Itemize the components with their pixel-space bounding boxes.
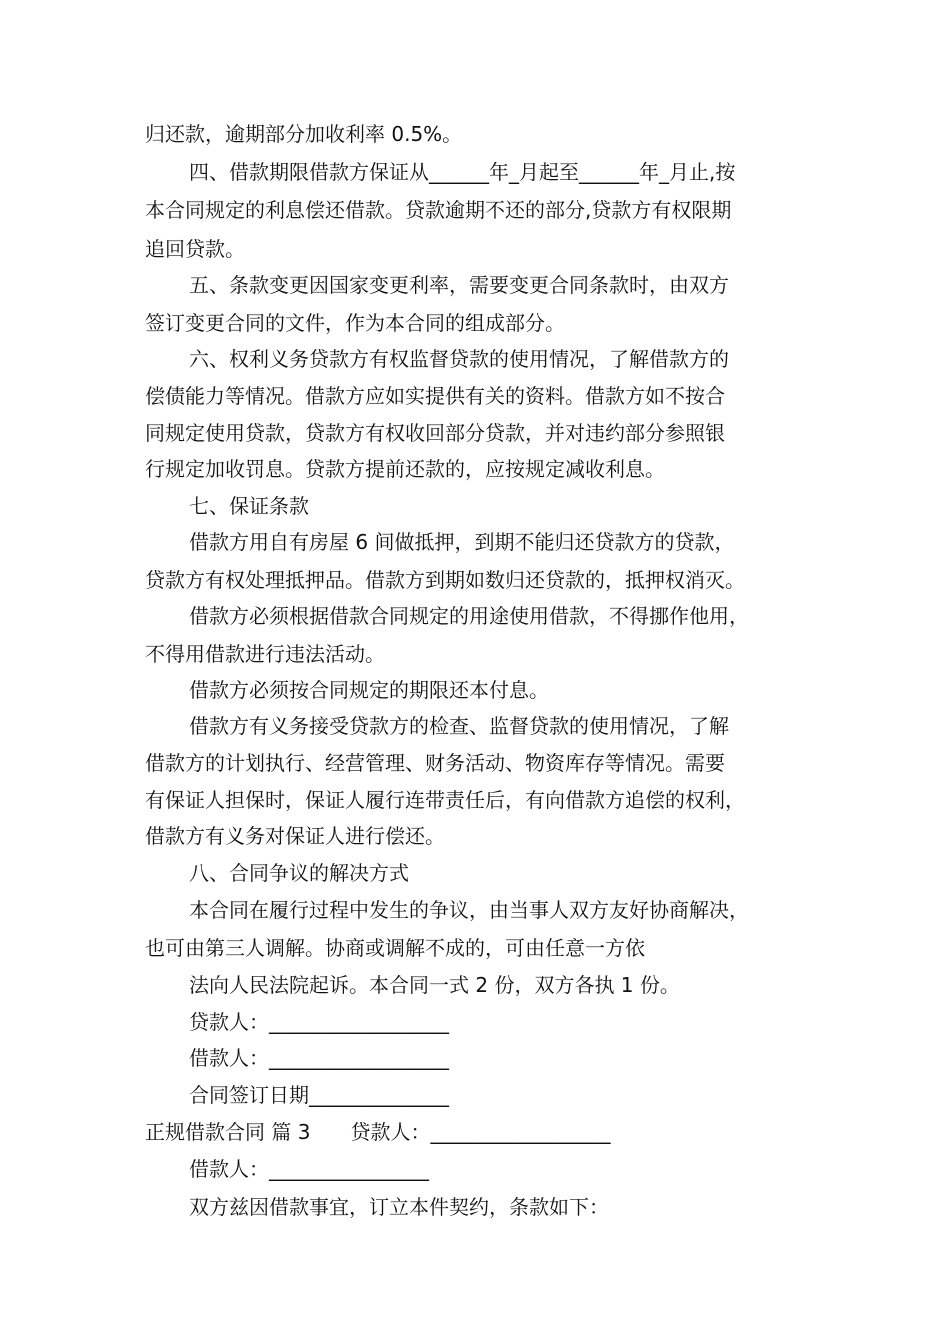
text-line: 双方兹因借款事宜，订立本件契约，条款如下： bbox=[189, 1195, 609, 1219]
text-line: 本合同在履行过程中发生的争议，由当事人双方友好协商解决， bbox=[189, 898, 749, 922]
text-line: 借款方有义务接受贷款方的检查、监督贷款的使用情况，了解 bbox=[189, 714, 729, 738]
text-line: 借款方的计划执行、经营管理、财务活动、物资库存等情况。需要 bbox=[145, 751, 725, 775]
signature-borrower: 借款人：__________________ bbox=[189, 1046, 449, 1070]
text-line: 借款方必须根据借款合同规定的用途使用借款，不得挪作他用， bbox=[189, 604, 749, 628]
text-line: 归还款，逾期部分加收利率 0.5%。 bbox=[145, 122, 463, 146]
signature-lender: 贷款人：__________________ bbox=[189, 1010, 449, 1034]
text-line: 借款方有义务对保证人进行偿还。 bbox=[145, 824, 445, 848]
section-heading-contract-3: 正规借款合同 篇 3 贷款人：__________________ bbox=[145, 1120, 611, 1144]
text-line: 八、合同争议的解决方式 bbox=[189, 861, 409, 885]
text-line: 不得用借款进行违法活动。 bbox=[145, 642, 385, 666]
text-line: 贷款方有权处理抵押品。借款方到期如数归还贷款的，抵押权消灭。 bbox=[145, 568, 745, 592]
text-line: 行规定加收罚息。贷款方提前还款的，应按规定减收利息。 bbox=[145, 457, 665, 481]
text-line: 偿债能力等情况。借款方应如实提供有关的资料。借款方如不按合 bbox=[145, 384, 725, 408]
text-line: 五、条款变更因国家变更利率，需要变更合同条款时，由双方 bbox=[189, 273, 729, 297]
text-line: 四、借款期限借款方保证从______年_月起至______年_月止,按 bbox=[189, 160, 736, 184]
text-line: 借款方必须按合同规定的期限还本付息。 bbox=[189, 678, 549, 702]
signing-date: 合同签订日期______________ bbox=[189, 1083, 449, 1107]
signature-borrower-2: 借款人：________________ bbox=[189, 1157, 429, 1181]
text-line: 签订变更合同的文件，作为本合同的组成部分。 bbox=[145, 311, 565, 335]
text-line: 法向人民法院起诉。本合同一式 2 份，双方各执 1 份。 bbox=[189, 973, 680, 997]
text-line: 本合同规定的利息偿还借款。贷款逾期不还的部分,贷款方有权限期 bbox=[145, 198, 732, 222]
text-line: 七、保证条款 bbox=[189, 494, 309, 518]
text-line: 同规定使用贷款，贷款方有权收回部分贷款，并对违约部分参照银 bbox=[145, 421, 725, 445]
text-line: 有保证人担保时，保证人履行连带责任后，有向借款方追偿的权利， bbox=[145, 788, 745, 812]
text-line: 也可由第三人调解。协商或调解不成的，可由任意一方依 bbox=[145, 936, 645, 960]
text-line: 借款方用自有房屋 6 间做抵押，到期不能归还贷款方的贷款， bbox=[189, 530, 735, 554]
text-line: 追回贷款。 bbox=[145, 237, 245, 261]
text-line: 六、权利义务贷款方有权监督贷款的使用情况，了解借款方的 bbox=[189, 347, 729, 371]
